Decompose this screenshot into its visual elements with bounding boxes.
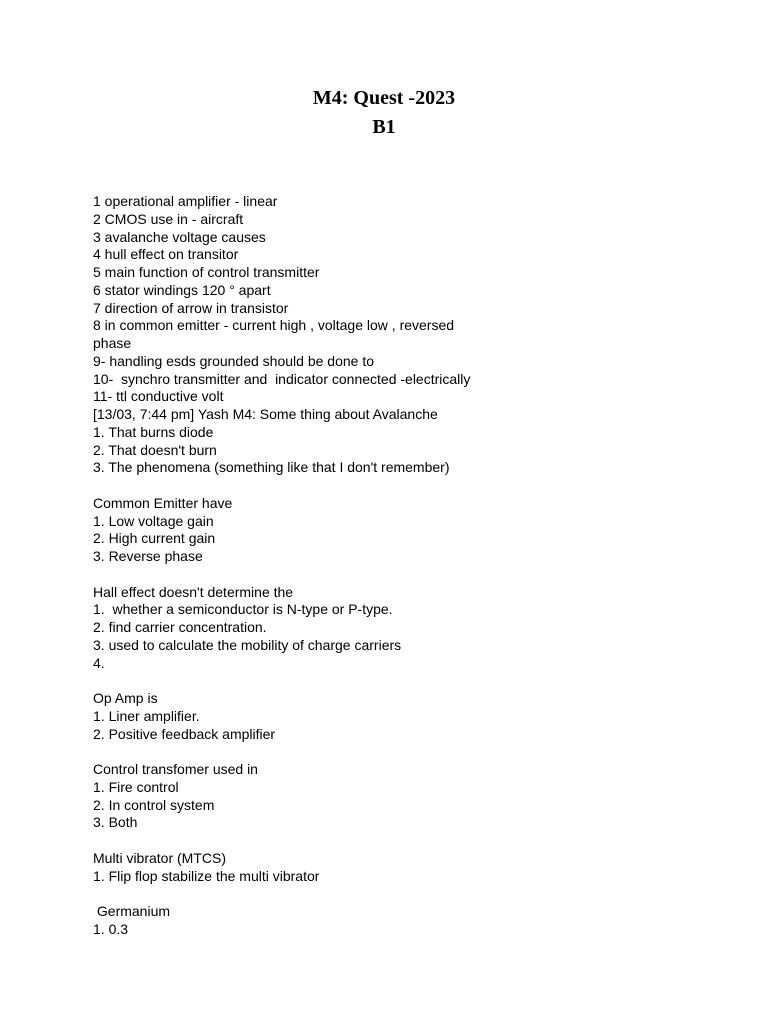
text-line: Common Emitter have bbox=[93, 494, 233, 511]
text-line: 11- ttl conductive volt bbox=[93, 388, 224, 405]
document-body bbox=[93, 193, 493, 939]
blank-line bbox=[93, 832, 493, 850]
title-block bbox=[0, 84, 768, 142]
text-line: 4. bbox=[93, 654, 105, 671]
text-line: 2. In control system bbox=[93, 796, 215, 813]
text-line: 1. 0.3 bbox=[93, 920, 129, 937]
text-line: 1. Flip flop stabilize the multi vibrator bbox=[93, 867, 320, 884]
blank-line bbox=[93, 885, 493, 903]
text-line: Op Amp is bbox=[93, 690, 158, 706]
blank-line bbox=[93, 566, 493, 584]
text-line: 5 main function of control transmitter bbox=[93, 264, 320, 280]
text-line: 2. Positive feedback amplifier bbox=[93, 725, 276, 742]
text-line: 9- handling esds grounded should be done to bbox=[93, 352, 374, 369]
text-line: 3. Reverse phase bbox=[93, 548, 203, 564]
text-line: 6 stator windings 120 ° apart bbox=[93, 281, 271, 298]
text-line: 10- synchro transmitter and indicator connected -electrically bbox=[93, 370, 471, 387]
text-line: 2. find carrier concentration. bbox=[93, 619, 267, 635]
text-line: 1. whether a semiconductor is N-type or P-type. bbox=[93, 601, 393, 618]
document-title: M4: Quest -2023 bbox=[312, 87, 456, 109]
text-line: 1. Liner amplifier. bbox=[93, 707, 200, 724]
text-line: 1 operational amplifier - linear bbox=[93, 193, 278, 209]
text-line: 2. High current gain bbox=[93, 530, 216, 547]
text-line: 2. That doesn't burn bbox=[93, 441, 217, 458]
text-line: 1. That burns diode bbox=[93, 423, 214, 440]
text-line: 3. The phenomena (something like that I don't remember) bbox=[93, 459, 450, 476]
text-line: 1. Low voltage gain bbox=[93, 512, 214, 529]
document-subtitle: B1 bbox=[372, 116, 396, 138]
blank-line bbox=[93, 743, 493, 761]
text-line: Control transfomer used in bbox=[93, 761, 258, 777]
text-line: Multi vibrator (MTCS) bbox=[93, 849, 227, 866]
text-line: 8 in common emitter - current high , voltage low , reversed bbox=[93, 317, 455, 334]
text-line: 3 avalanche voltage causes bbox=[93, 228, 266, 245]
text-line: 7 direction of arrow in transistor bbox=[93, 299, 289, 316]
text-line: 3. used to calculate the mobility of charge carriers bbox=[93, 636, 402, 653]
blank-line bbox=[93, 477, 493, 495]
text-line: 2 CMOS use in - aircraft bbox=[93, 210, 244, 227]
text-line: Germanium bbox=[93, 903, 171, 919]
blank-line bbox=[93, 672, 493, 690]
text-line: [13/03, 7:44 pm] Yash M4: Some thing about Avalanche bbox=[93, 406, 438, 422]
text-line: Hall effect doesn't determine the bbox=[93, 583, 294, 600]
text-line: 4 hull effect on transitor bbox=[93, 246, 239, 263]
text-line: phase bbox=[93, 335, 132, 351]
text-line: 1. Fire control bbox=[93, 778, 179, 795]
text-line: 3. Both bbox=[93, 814, 138, 831]
